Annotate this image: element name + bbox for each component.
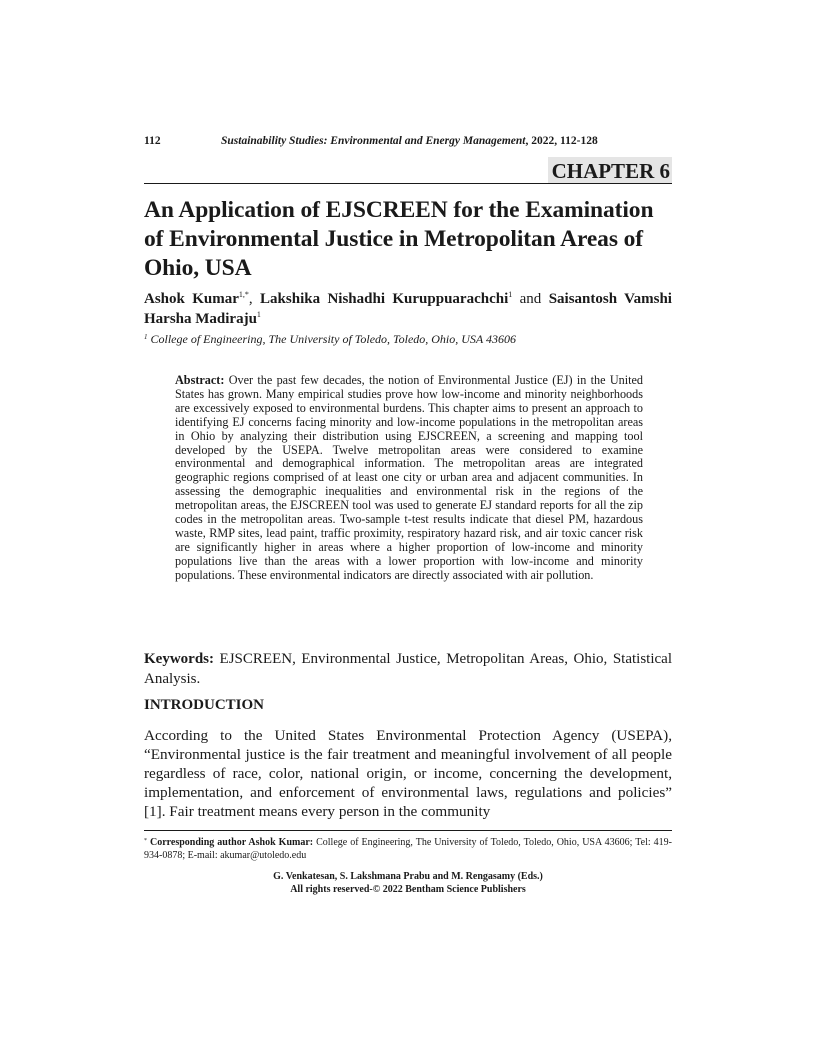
author-name: Saisantosh Vamshi Harsha Madiraju [144,291,672,327]
journal-citation [221,135,598,147]
author-name: Lakshika Nishadhi Kuruppuarachchi [260,291,509,307]
journal-details: , 2022, 112-128 [525,135,598,147]
introduction-paragraph: According to the United States Environmental Protection Agency (USEPA), “Environmental justice is the fair treatment and meaningful involvement of all people regardless of race, color, national origin, or income, concerning the development, implementation, and enforcement of environmental laws, regulations and policies” [1]. Fair treatment means every person in the community [144,727,672,820]
section-heading-introduction: INTRODUCTION [144,697,265,713]
header-rule [144,183,672,184]
keywords-label: Keywords: [144,651,214,667]
publisher-info [144,871,672,896]
author-affiliation-marker: 1 [256,310,261,319]
editors-line: G. Venkatesan, S. Lakshmana Prabu and M. Rengasamy (Eds.) [273,871,543,882]
author-name: Ashok Kumar [144,291,239,307]
keywords [144,650,672,689]
footnote [144,835,672,862]
footnote-rule [144,830,672,831]
affiliation-text: College of Engineering, The University of Toledo, Toledo, Ohio, USA 43606 [147,332,517,346]
author-separator: , [248,291,261,307]
author-separator: and [512,291,549,307]
journal-title: Sustainability Studies: Environmental and Energy Management [221,135,526,147]
author-affiliation-marker: 1 [508,290,513,299]
keywords-text: EJSCREEN, Environmental Justice, Metropolitan Areas, Ohio, Statistical Analysis. [144,651,672,687]
page-number: 112 [144,135,161,147]
abstract [175,374,643,583]
footnote-label: Corresponding author Ashok Kumar: [150,837,314,848]
abstract-label: Abstract: [175,373,225,387]
author-list [144,289,672,329]
chapter-title: An Application of EJSCREEN for the Examination of Environmental Justice in Metropolitan Areas of Ohio, USA [144,197,654,281]
author-affiliation-marker: 1,* [238,290,249,299]
affiliation-marker: 1 [144,333,148,341]
rights-line: All rights reserved-© 2022 Bentham Science Publishers [290,883,526,895]
footnote-marker: * [144,838,147,844]
footnote-text: College of Engineering, The University of Toledo, Toledo, Ohio, USA 43606; Tel: 419-934-0878; E-mail: akumar@utoledo.edu [144,837,672,861]
abstract-text: Over the past few decades, the notion of Environmental Justice (EJ) in the United States has grown. Many empirical studies prove how low-income and minority neighborhoods are excessively exposed to environmental burdens. This chapter aims to present an approach to identifying EJ concerns facing minority and low-income populations in the metropolitan areas in Ohio by analyzing their distribution using EJSCREEN, a screening and mapping tool developed by the USEPA. Twelve metropolitan areas were considered to examine environmental and demographical information. The metropolitan areas are integrated geographic regions comprised of at least one city or urban area and adjacent communities. In assessing the demographic inequalities and environmental risk in the regions of the metropolitan areas, the EJSCREEN tool was used to generate EJ standard reports for all the zip codes in the metropolitan areas. Two-sample t-test results indicate that diesel PM, hazardous waste, RMP sites, lead paint, traffic proximity, respiratory hazard risk, and air toxic cancer risk are significantly higher in areas where a higher proportion of low-income and minority populations live than the areas with a lower proportion with low-income and minority populations. These environmental indicators are directly associated with air pollution. [175,373,643,582]
affiliation [144,332,672,347]
chapter-label: CHAPTER 6 [548,157,672,184]
